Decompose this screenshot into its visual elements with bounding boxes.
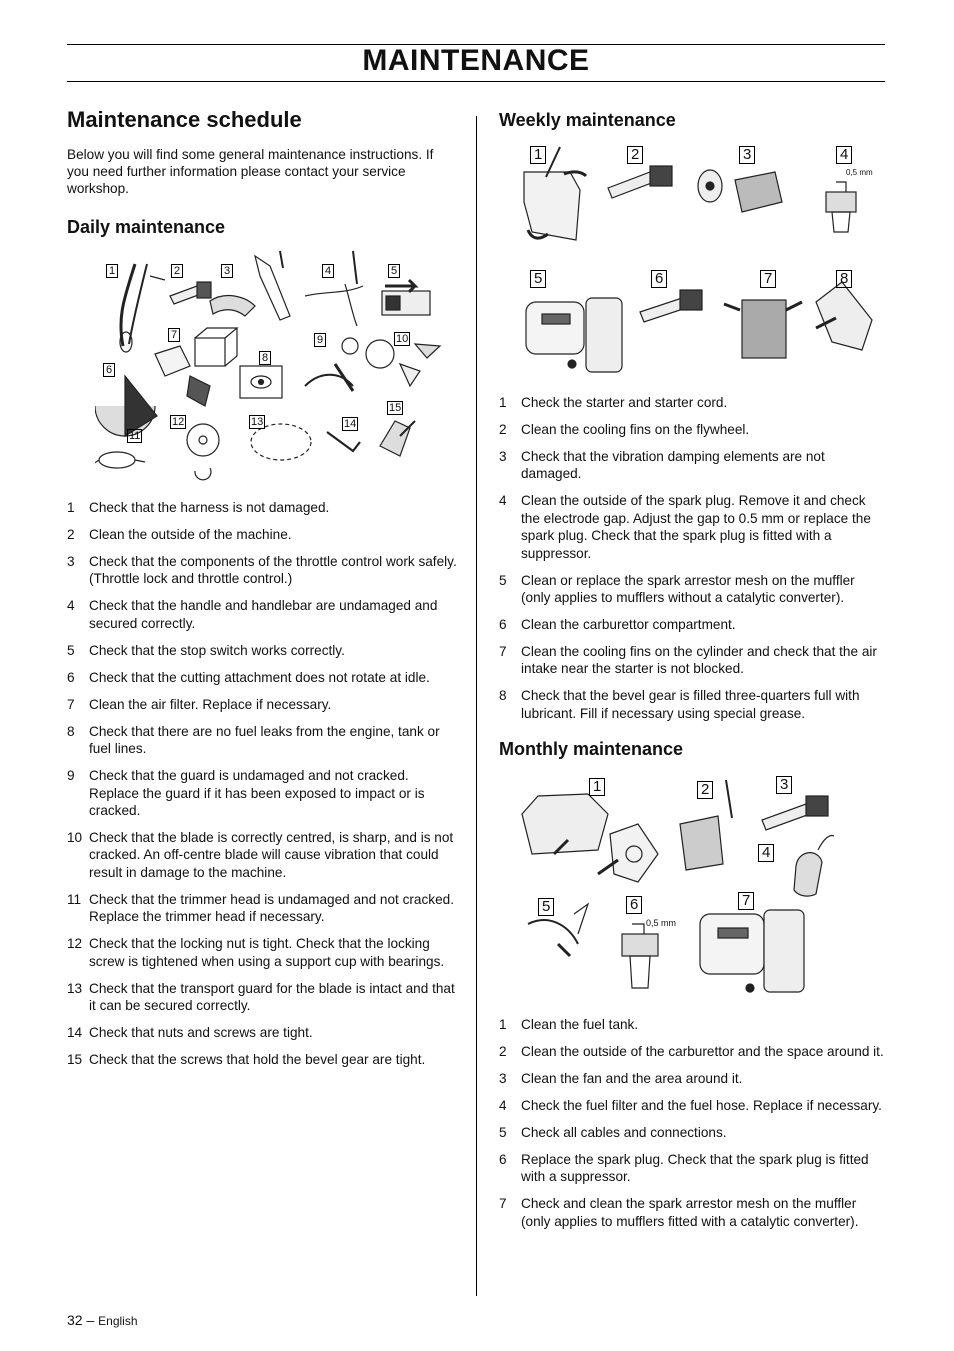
- weekly-list-item: [499, 687, 885, 722]
- list-item-text: Check that the vibration damping elements are not damaged.: [521, 449, 825, 482]
- list-item-number: 2: [499, 422, 507, 437]
- column-divider: [476, 116, 477, 1296]
- weekly-list-item: [499, 394, 885, 411]
- list-item-number: 14: [67, 1025, 83, 1041]
- page-number: 32: [67, 1312, 83, 1328]
- daily-callout-14: 14: [344, 418, 357, 430]
- monthly-list-item: [499, 1016, 885, 1033]
- list-item-number: 1: [499, 395, 507, 410]
- list-item-text: Check that the bevel gear is filled three-quarters full with lubricant. Fill if necessary using special grease.: [521, 688, 860, 721]
- list-item-number: 11: [67, 891, 82, 907]
- list-item-number: 5: [67, 642, 75, 658]
- list-item-number: 7: [499, 644, 507, 660]
- daily-list-item: [67, 597, 459, 632]
- list-item-number: 5: [499, 1125, 507, 1140]
- list-item-number: 15: [67, 1052, 83, 1068]
- daily-callout-8: 8: [259, 351, 271, 365]
- list-item-text: Check that the trimmer head is undamaged and not cracked. Replace the trimmer head if necessary.: [89, 891, 454, 925]
- monthly-maintenance-illustration: [518, 774, 863, 1000]
- list-item-text: Clean the cooling fins on the cylinder and check that the air intake near the starter is not blocked.: [521, 644, 877, 677]
- weekly-spark-gap-label: 0,5 mm: [846, 168, 873, 177]
- section-title-maintenance-schedule: Maintenance schedule: [67, 107, 302, 132]
- monthly-callout-7: 7: [738, 892, 754, 910]
- daily-list-item: [67, 829, 459, 881]
- list-item-text: Check all cables and connections.: [521, 1125, 727, 1140]
- monthly-callout-5: 5: [538, 898, 554, 916]
- daily-callout-4: 4: [322, 264, 334, 278]
- monthly-callout-4: 4: [758, 844, 774, 862]
- daily-maintenance-illustration: [95, 246, 455, 486]
- intro-paragraph: Below you will find some general maintenance instructions. If you need further information please contact your service workshop.: [67, 147, 434, 197]
- weekly-callout-7: 7: [760, 270, 776, 288]
- list-item-number: 5: [499, 572, 507, 588]
- daily-list-item: [67, 723, 459, 758]
- daily-list-item: [67, 767, 459, 819]
- daily-callout-7: 7: [168, 328, 180, 342]
- list-item-text: Check that nuts and screws are tight.: [89, 1025, 313, 1041]
- list-item-text: Clean the carburettor compartment.: [521, 617, 736, 633]
- monthly-callout-1: 1: [589, 778, 605, 796]
- daily-list-item: [67, 669, 459, 686]
- list-item-number: 3: [499, 1071, 507, 1086]
- daily-callout-5: 5: [388, 264, 400, 278]
- list-item-text: Clean the fan and the area around it.: [521, 1071, 743, 1086]
- list-item-number: 1: [499, 1017, 507, 1032]
- list-item-text: Check that the blade is correctly centred, is sharp, and is not cracked. An off-centre blade will cause vibration that could result in damage to the machine.: [89, 830, 454, 880]
- list-item-number: 13: [67, 980, 83, 996]
- list-item-text: Clean the outside of the machine.: [89, 527, 292, 542]
- monthly-list-item: [499, 1043, 885, 1060]
- weekly-list-item: [499, 643, 885, 678]
- weekly-list-item: [499, 492, 885, 562]
- list-item-text: Check that the screws that hold the bevel gear are tight.: [89, 1052, 426, 1068]
- weekly-callout-4: 4: [836, 146, 852, 164]
- daily-callout-13: 13: [251, 416, 264, 428]
- footer-dash: –: [86, 1312, 95, 1328]
- weekly-callout-3: 3: [739, 146, 755, 164]
- daily-list-item: [67, 891, 459, 926]
- monthly-maintenance-list: [499, 1016, 885, 1240]
- list-item-number: 3: [67, 554, 75, 569]
- page-footer: [67, 1312, 138, 1328]
- list-item-number: 6: [499, 617, 507, 633]
- list-item-text: Check that the stop switch works correctly.: [89, 642, 345, 658]
- list-item-text: Check that the cutting attachment does not rotate at idle.: [89, 669, 430, 685]
- weekly-list-item: [499, 421, 885, 438]
- weekly-maintenance-illustration: [520, 142, 885, 382]
- monthly-callout-3: 3: [776, 776, 792, 794]
- weekly-maintenance-list: [499, 394, 885, 732]
- monthly-list-item: [499, 1151, 885, 1186]
- daily-list-item: [67, 642, 459, 659]
- list-item-text: Clean the fuel tank.: [521, 1017, 639, 1032]
- list-item-text: Clean the air filter. Replace if necessary.: [89, 696, 332, 712]
- daily-list-item: [67, 1051, 459, 1068]
- daily-callout-10: 10: [396, 333, 409, 345]
- subsection-title-daily: Daily maintenance: [67, 217, 226, 237]
- list-item-number: 9: [67, 768, 75, 784]
- list-item-number: 2: [67, 527, 75, 542]
- list-item-number: 7: [67, 696, 75, 712]
- list-item-text: Check the starter and starter cord.: [521, 395, 728, 410]
- daily-callout-6: 6: [103, 363, 115, 377]
- list-item-text: Check that there are no fuel leaks from the engine, tank or fuel lines.: [89, 723, 440, 757]
- subsection-title-weekly: Weekly maintenance: [499, 110, 676, 130]
- monthly-list-item: [499, 1070, 885, 1087]
- list-item-text: Clean the outside of the carburettor and the space around it.: [521, 1044, 884, 1059]
- daily-callout-12: 12: [172, 416, 185, 428]
- weekly-callout-1: 1: [530, 146, 546, 164]
- daily-callout-2: 2: [171, 264, 183, 278]
- page-title: MAINTENANCE: [362, 44, 590, 77]
- daily-list-item: [67, 526, 459, 543]
- daily-list-item: [67, 1024, 459, 1041]
- daily-maintenance-list: [67, 499, 459, 1078]
- monthly-list-item: [499, 1195, 885, 1230]
- daily-callout-15: 15: [389, 402, 402, 414]
- subsection-title-monthly: Monthly maintenance: [499, 739, 684, 759]
- list-item-text: Check that the locking nut is tight. Check that the locking screw is tightened when using a support cup with bearings.: [89, 936, 445, 969]
- monthly-callout-6: 6: [626, 896, 642, 914]
- daily-callout-1: 1: [106, 264, 118, 278]
- list-item-text: Check that the transport guard for the blade is intact and that it can be secured correctly.: [89, 980, 455, 1014]
- weekly-list-item: [499, 448, 885, 483]
- daily-list-item: [67, 499, 459, 516]
- list-item-text: Clean the cooling fins on the flywheel.: [521, 422, 750, 437]
- list-item-number: 8: [499, 688, 507, 704]
- daily-list-item: [67, 553, 459, 588]
- list-item-number: 4: [499, 493, 507, 509]
- monthly-callout-2: 2: [697, 781, 713, 799]
- list-item-number: 7: [499, 1196, 507, 1212]
- list-item-number: 3: [499, 449, 507, 464]
- list-item-number: 4: [499, 1098, 507, 1113]
- monthly-list-item: [499, 1124, 885, 1141]
- list-item-number: 12: [67, 936, 83, 952]
- list-item-number: 2: [499, 1044, 507, 1059]
- daily-callout-11: 11: [129, 430, 141, 442]
- list-item-number: 10: [67, 830, 83, 846]
- weekly-callout-8: 8: [836, 270, 852, 288]
- daily-list-item: [67, 935, 459, 970]
- weekly-callout-2: 2: [627, 146, 643, 164]
- list-item-text: Replace the spark plug. Check that the spark plug is fitted with a suppressor.: [521, 1152, 869, 1185]
- list-item-text: Clean the outside of the spark plug. Remove it and check the electrode gap. Adjust the gap to 0.5 mm or replace the spark plug. Check that the spark plug is fitted with a suppressor.: [521, 493, 871, 561]
- list-item-number: 1: [67, 500, 75, 515]
- list-item-number: 6: [67, 669, 75, 685]
- list-item-number: 8: [67, 723, 75, 739]
- footer-language: English: [98, 1314, 138, 1328]
- header-bottom-rule: [67, 81, 885, 82]
- daily-list-item: [67, 696, 459, 713]
- monthly-list-item: [499, 1097, 885, 1114]
- list-item-text: Check that the components of the throttle control work safely. (Throttle lock and throttle control.): [89, 554, 457, 587]
- list-item-text: Check and clean the spark arrestor mesh on the muffler (only applies to mufflers fitted with a catalytic converter).: [521, 1196, 859, 1229]
- list-item-text: Check that the handle and handlebar are undamaged and secured correctly.: [89, 598, 438, 631]
- weekly-callout-5: 5: [530, 270, 546, 288]
- monthly-spark-gap-label: 0,5 mm: [646, 918, 677, 928]
- weekly-callout-6: 6: [651, 270, 667, 288]
- list-item-text: Check that the harness is not damaged.: [89, 500, 330, 515]
- list-item-text: Clean or replace the spark arrestor mesh on the muffler (only applies to mufflers without a catalytic converter).: [521, 572, 855, 606]
- list-item-text: Check that the guard is undamaged and not cracked. Replace the guard if it has been exposed to impact or is cracked.: [89, 768, 425, 819]
- daily-callout-9: 9: [314, 333, 326, 347]
- list-item-number: 6: [499, 1152, 507, 1167]
- daily-list-item: [67, 980, 459, 1015]
- weekly-list-item: [499, 572, 885, 607]
- list-item-text: Check the fuel filter and the fuel hose. Replace if necessary.: [521, 1098, 882, 1113]
- weekly-list-item: [499, 616, 885, 633]
- list-item-number: 4: [67, 598, 75, 614]
- daily-callout-3: 3: [221, 264, 233, 278]
